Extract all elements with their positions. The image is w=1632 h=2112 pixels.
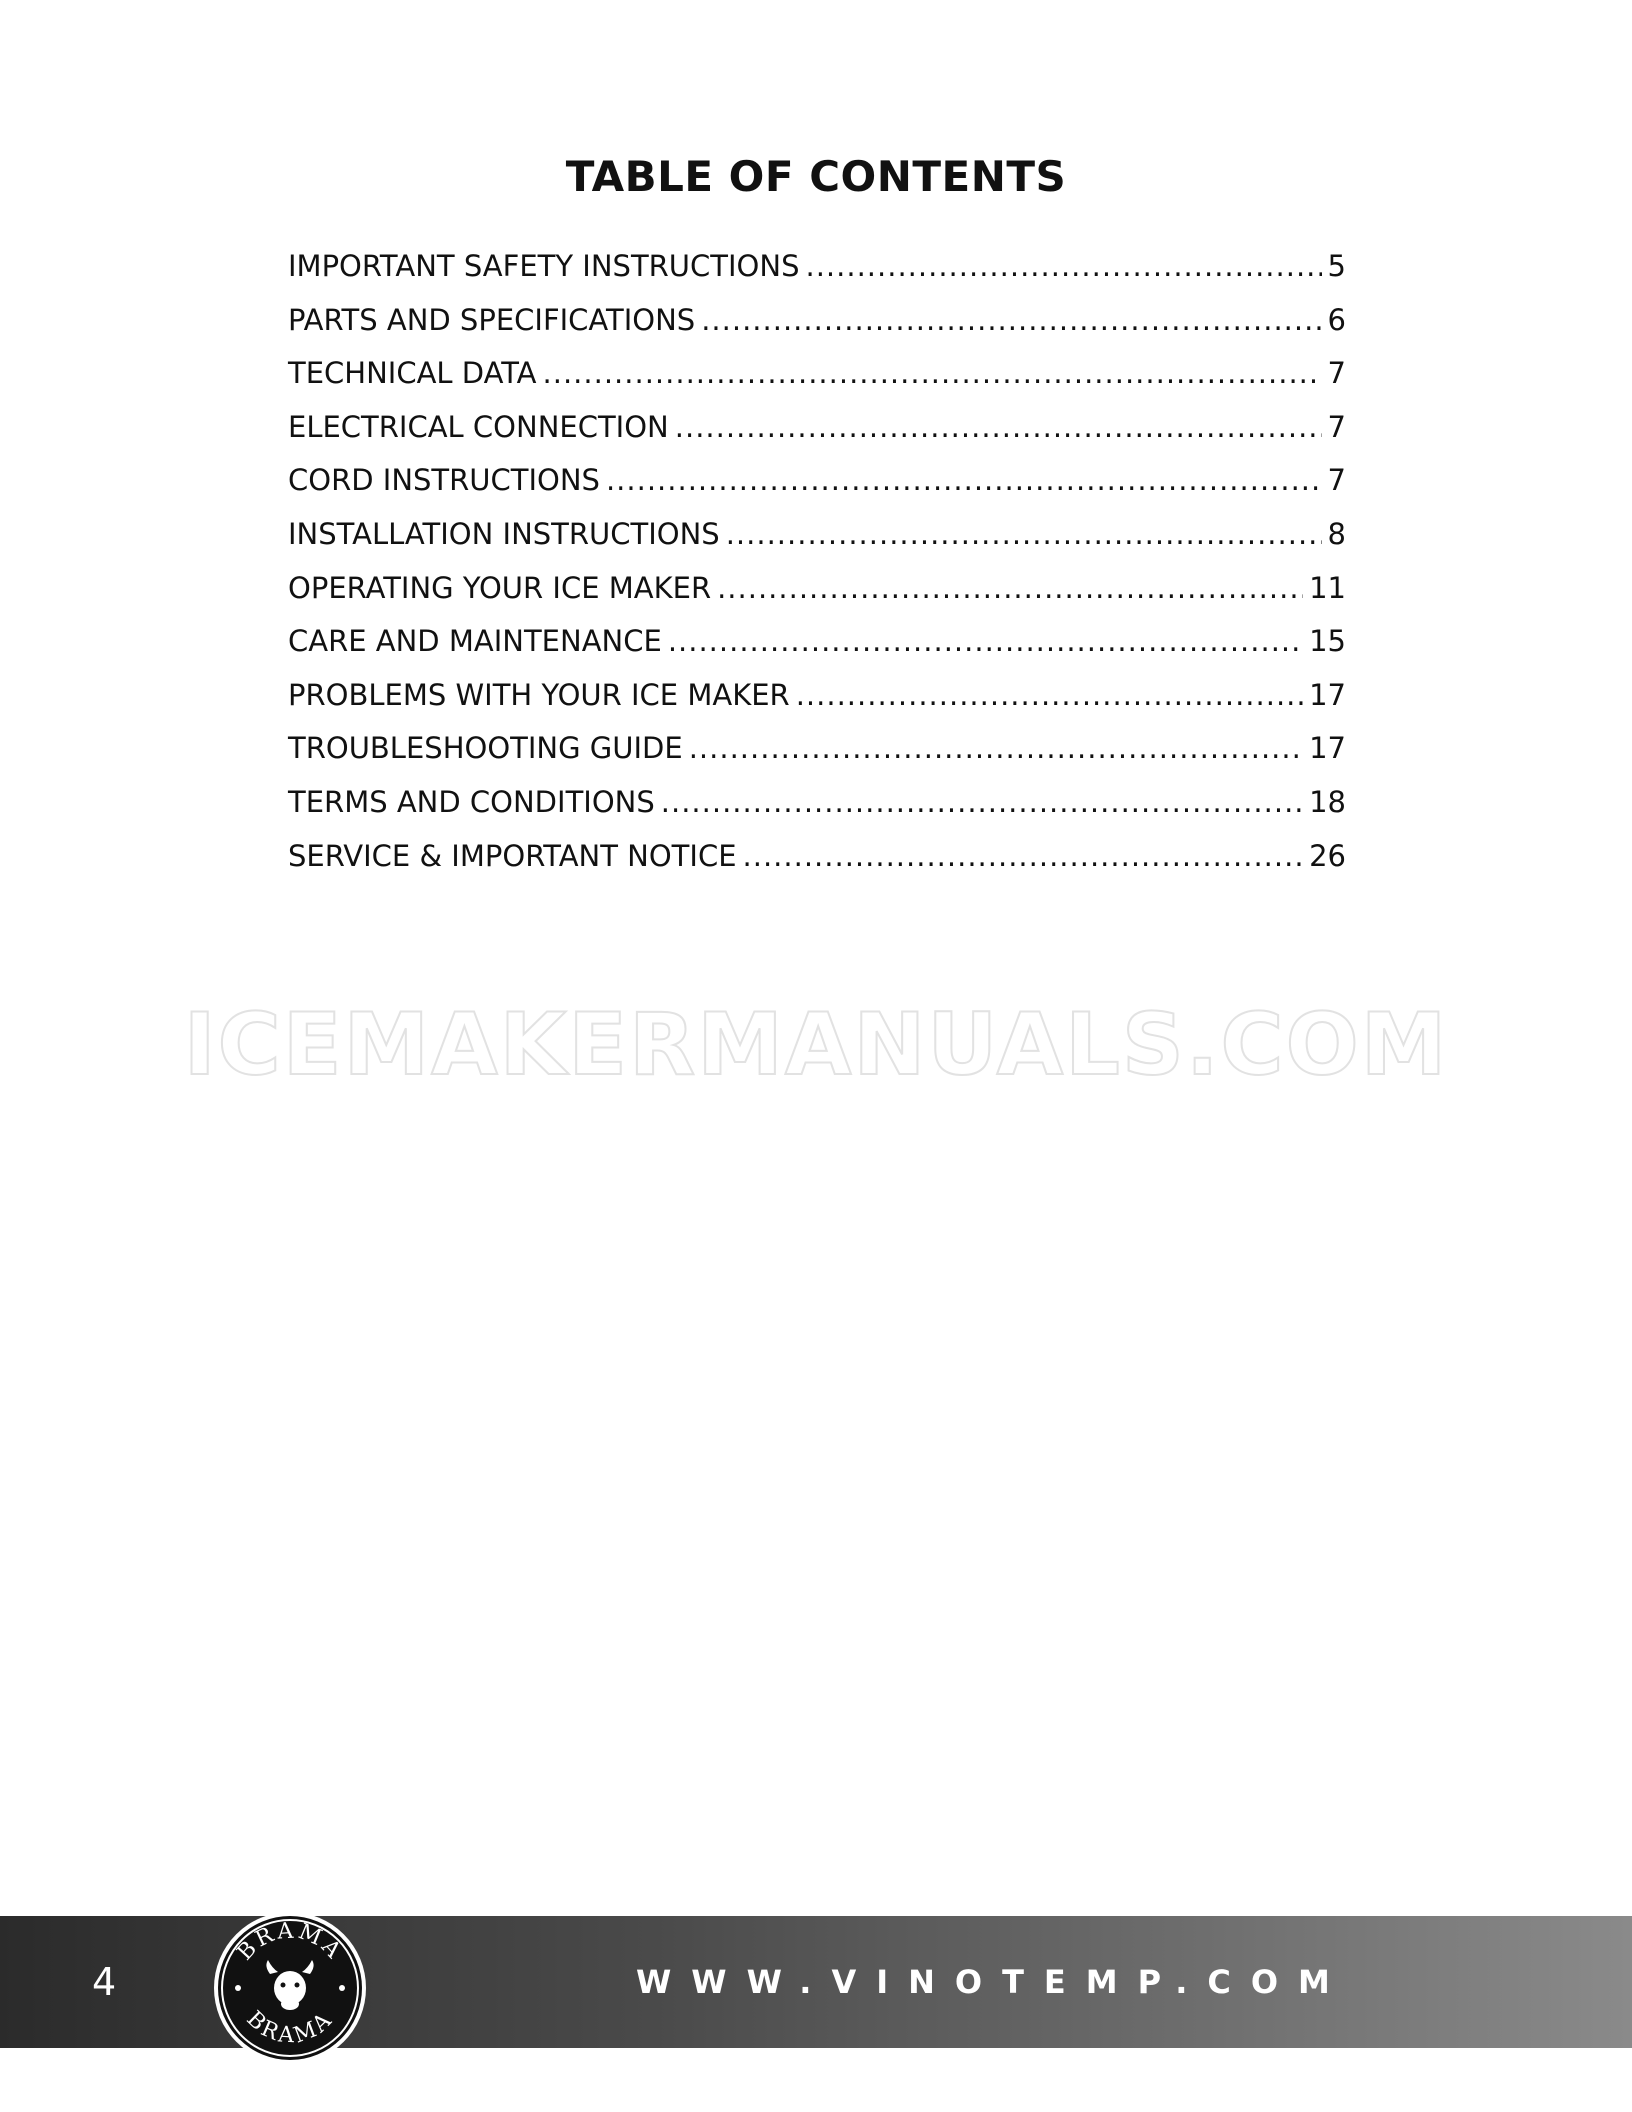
toc-entry-label: PROBLEMS WITH YOUR ICE MAKER	[288, 677, 790, 712]
toc-leader-dots	[726, 508, 1322, 562]
toc-leader-dots	[606, 454, 1322, 508]
toc-entry-page: 8	[1327, 516, 1346, 551]
toc-entry-label: TERMS AND CONDITIONS	[288, 784, 655, 819]
logo-text-top: BRAMA	[232, 1918, 348, 1966]
toc-entry	[288, 401, 1346, 455]
toc-entry	[288, 669, 1346, 723]
toc-entry	[288, 562, 1346, 616]
toc-entry-label: PARTS AND SPECIFICATIONS	[288, 302, 696, 337]
toc-entry-label: CARE AND MAINTENANCE	[288, 624, 662, 659]
toc-entry	[288, 508, 1346, 562]
toc-leader-dots	[717, 562, 1303, 616]
toc-entry-page: 17	[1309, 731, 1346, 766]
toc-leader-dots	[743, 830, 1304, 884]
toc-entry-label: TROUBLESHOOTING GUIDE	[288, 731, 683, 766]
toc-entry-page: 6	[1327, 302, 1346, 337]
toc-entry	[288, 722, 1346, 776]
toc-entry-label: ELECTRICAL CONNECTION	[288, 409, 669, 444]
toc-entry-page: 7	[1327, 409, 1346, 444]
toc-leader-dots	[543, 347, 1322, 401]
toc-entry-label: CORD INSTRUCTIONS	[288, 463, 600, 498]
toc-leader-dots	[805, 240, 1321, 294]
toc-entry-label: TECHNICAL DATA	[288, 356, 537, 391]
table-of-contents	[288, 240, 1346, 883]
toc-entry-label: SERVICE & IMPORTANT NOTICE	[288, 838, 737, 873]
logo-text-bottom: BRAMA	[241, 2006, 339, 2049]
toc-entry	[288, 294, 1346, 348]
toc-leader-dots	[675, 401, 1322, 455]
toc-leader-dots	[701, 294, 1321, 348]
watermark: ICEMAKERMANUALS.COM	[183, 995, 1449, 1095]
toc-entry-page: 11	[1309, 570, 1346, 605]
toc-leader-dots	[661, 776, 1303, 830]
toc-entry-page: 15	[1309, 624, 1346, 659]
page-number: 4	[92, 1960, 117, 2004]
page-title: TABLE OF CONTENTS	[565, 152, 1067, 201]
toc-leader-dots	[689, 722, 1303, 776]
toc-entry-page: 18	[1309, 784, 1346, 819]
toc-leader-dots	[668, 615, 1303, 669]
toc-entry-page: 5	[1327, 249, 1346, 283]
toc-entry	[288, 830, 1346, 884]
website-url: WWW.VINOTEMP.COM	[636, 1963, 1350, 2001]
toc-entry-page: 7	[1327, 356, 1346, 391]
toc-entry	[288, 454, 1346, 508]
toc-entry	[288, 776, 1346, 830]
toc-entry	[288, 347, 1346, 401]
toc-entry-label: INSTALLATION INSTRUCTIONS	[288, 516, 720, 551]
toc-entry	[288, 615, 1346, 669]
toc-entry-page: 17	[1309, 677, 1346, 712]
toc-entry	[288, 240, 1346, 294]
toc-entry-page: 26	[1309, 838, 1346, 873]
brama-logo	[212, 1910, 368, 2066]
toc-entry-label: OPERATING YOUR ICE MAKER	[288, 570, 712, 605]
toc-leader-dots	[796, 669, 1303, 723]
toc-entry-label: IMPORTANT SAFETY INSTRUCTIONS	[288, 249, 800, 283]
toc-entry-page: 7	[1327, 463, 1346, 498]
